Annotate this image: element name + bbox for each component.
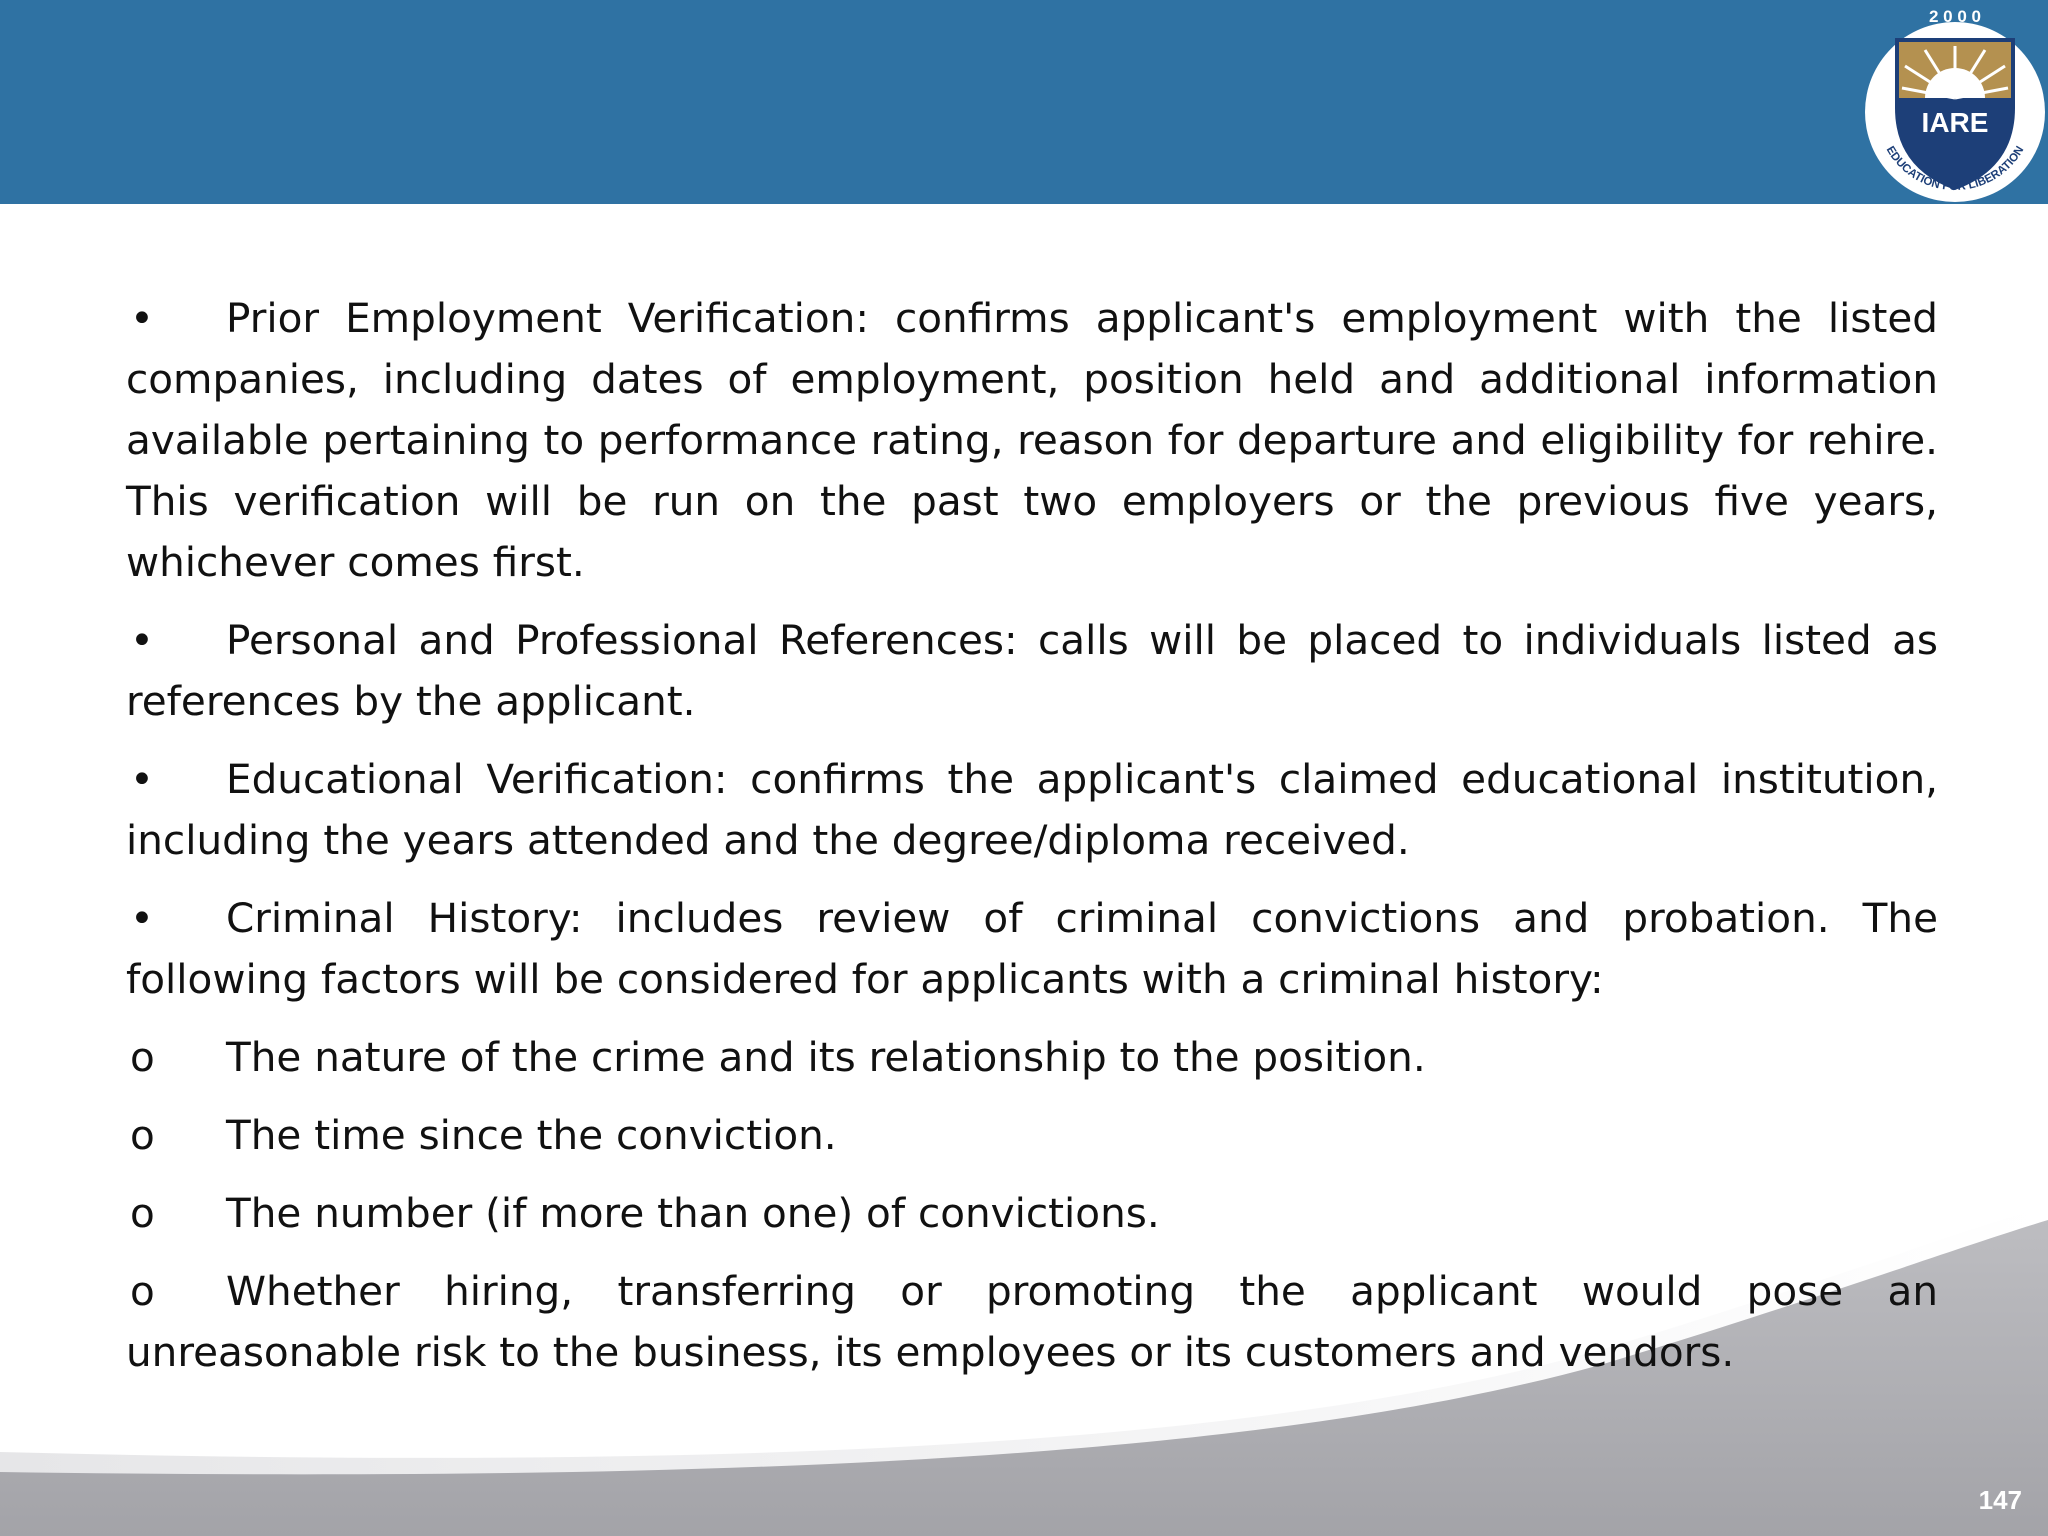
sub-bullet-marker: o (130, 1111, 155, 1159)
bullet-item (126, 610, 1938, 732)
bullet-marker: • (130, 755, 154, 803)
sub-bullet-item (126, 1183, 1938, 1244)
bullet-text: Personal and Professional References: calls will be placed to individuals listed as references by the applicant. (126, 616, 1938, 725)
bullet-text: Prior Employment Verification: confirms applicant's employment with the listed companies, including dates of employment, position held and additional information available pertaining to performance rating, reason for departure and eligibility for rehire. This verification will be run on the past two employers or the previous five years, whichever comes first. (126, 294, 1938, 586)
sub-bullet-item (126, 1105, 1938, 1166)
bullet-marker: • (130, 294, 154, 342)
sub-bullet-text: The nature of the crime and its relationship to the position. (226, 1033, 1426, 1081)
sub-bullet-text: The number (if more than one) of convictions. (226, 1189, 1160, 1237)
bullet-marker: • (130, 894, 154, 942)
logo-motto: EDUCATION FOR LIBERATION (1883, 144, 2027, 194)
bullet-text: Educational Verification: confirms the applicant's claimed educational institution, including the years attended and the degree/diploma received. (126, 755, 1938, 864)
logo-year: 2 0 0 0 (1929, 7, 1981, 26)
bullet-item (126, 888, 1938, 1010)
logo-name: IARE (1921, 107, 1989, 138)
iare-logo (1862, 0, 2048, 204)
sub-bullet-marker: o (130, 1033, 155, 1081)
sub-bullet-item (126, 1027, 1938, 1088)
slide-content (126, 288, 1938, 1383)
iare-logo-emblem (1862, 0, 2048, 204)
bullet-item (126, 749, 1938, 871)
sub-bullet-marker: o (130, 1189, 155, 1237)
sub-bullet-item (126, 1261, 1938, 1383)
bullet-text: Criminal History: includes review of criminal convictions and probation. The following factors will be considered for applicants with a criminal history: (126, 894, 1938, 1003)
sub-bullet-text: Whether hiring, transferring or promoting the applicant would pose an unreasonable risk to the business, its employees or its customers and vendors. (126, 1267, 1938, 1376)
bullet-item (126, 288, 1938, 593)
sub-bullet-text: The time since the conviction. (226, 1111, 837, 1159)
page-number: 147 (1978, 1485, 2022, 1515)
header-band (0, 0, 2048, 204)
sub-bullet-marker: o (130, 1267, 155, 1315)
bullet-marker: • (130, 616, 154, 664)
